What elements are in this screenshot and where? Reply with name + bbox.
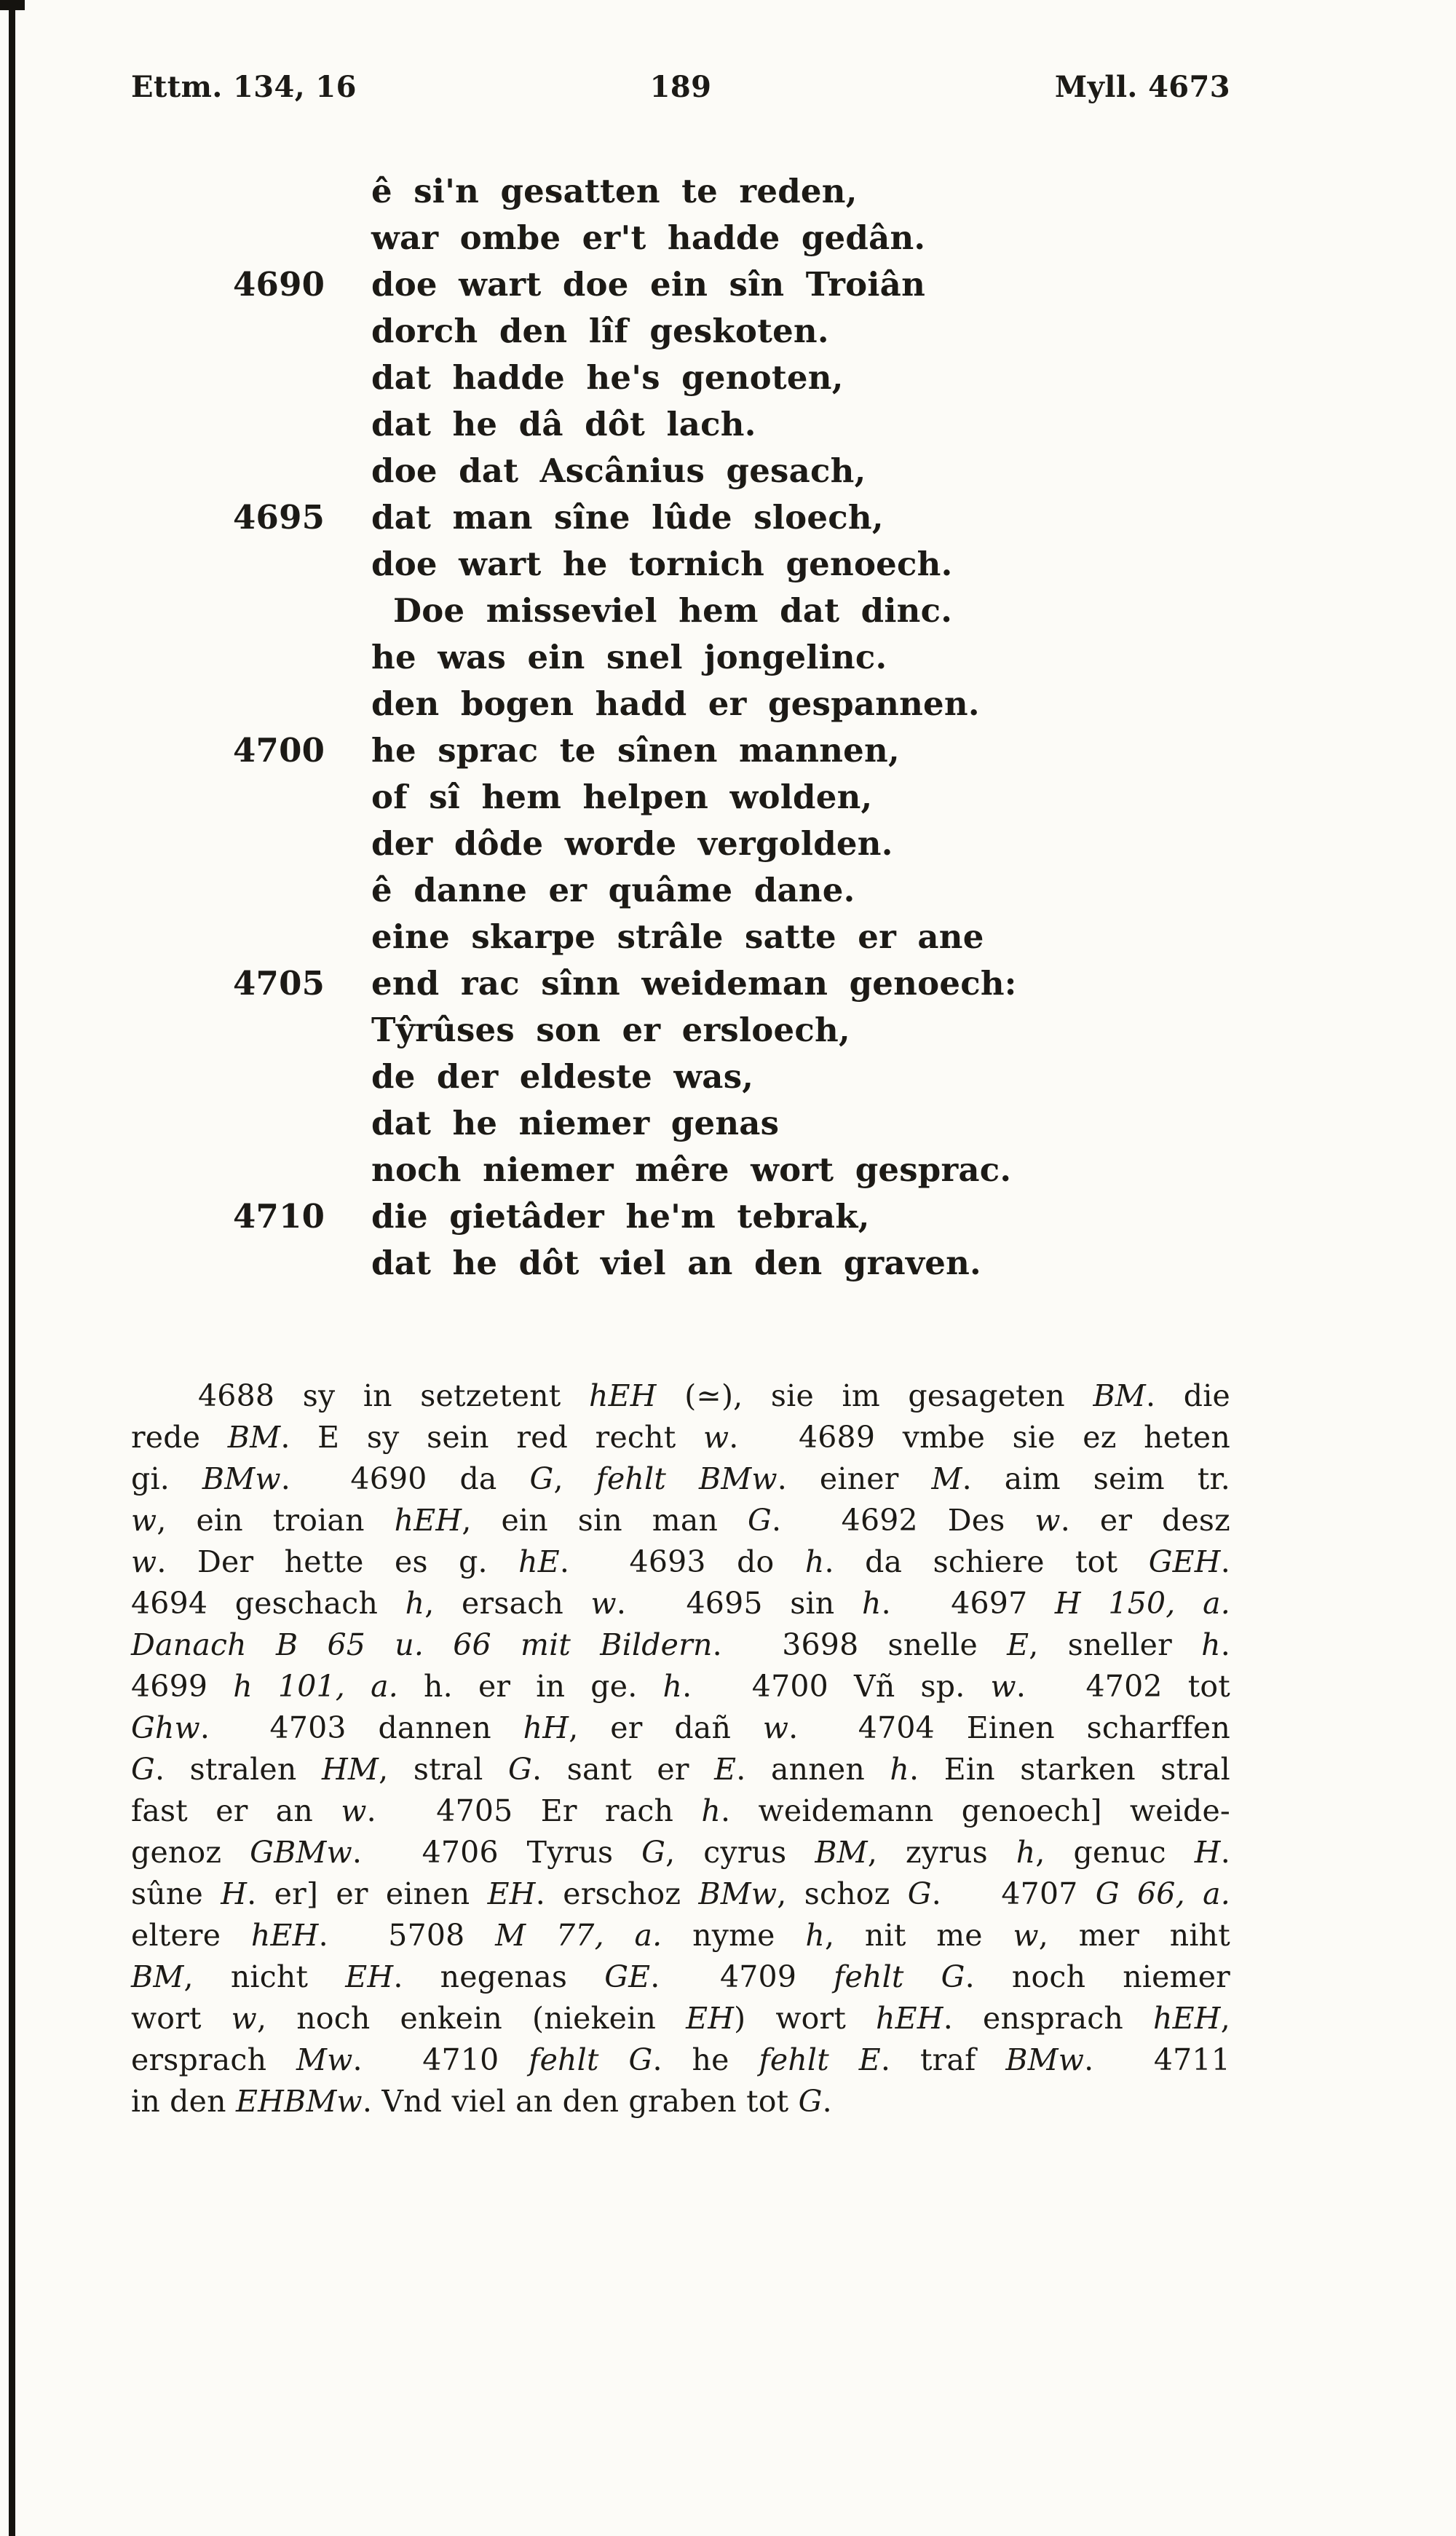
manuscript-siglum: h <box>701 1793 721 1828</box>
apparatus-line <box>131 1707 1230 1749</box>
manuscript-siglum: hE <box>518 1544 560 1579</box>
verse-text: doe dat Ascânius gesach, <box>371 451 866 490</box>
apparatus-line <box>131 1956 1230 1998</box>
apparatus-line <box>131 1583 1230 1624</box>
apparatus-text: . Ein starken stral <box>909 1752 1230 1787</box>
apparatus-text: . Vnd viel an den graben tot <box>362 2084 799 2119</box>
verse-line <box>131 867 1230 914</box>
verse-text: dat he niemer genas <box>371 1104 780 1142</box>
verse-line <box>131 727 1230 774</box>
apparatus-text: gi. <box>131 1461 202 1496</box>
manuscript-siglum: w <box>703 1420 729 1455</box>
manuscript-siglum: h <box>890 1752 910 1787</box>
manuscript-siglum: BM <box>1093 1378 1146 1413</box>
apparatus-text: . 4705 Er rach <box>366 1793 702 1828</box>
apparatus-text: . da schiere tot <box>824 1544 1149 1579</box>
apparatus-text: ) wort <box>734 2001 877 2036</box>
manuscript-siglum: Ghw <box>131 1710 200 1745</box>
apparatus-text: , <box>1220 2001 1230 2036</box>
verse-text: den bogen hadd er gespannen. <box>371 684 980 723</box>
apparatus-text: , cyrus <box>665 1835 815 1870</box>
manuscript-siglum: w <box>762 1710 789 1745</box>
manuscript-siglum: Mw <box>296 2042 353 2077</box>
manuscript-siglum: G <box>748 1503 772 1538</box>
verse-line-number <box>233 634 371 681</box>
apparatus-text: , noch enkein (niekein <box>256 2001 687 2036</box>
verse-line <box>131 215 1230 261</box>
apparatus-text: . er desz <box>1060 1503 1230 1538</box>
page-number: 189 <box>649 70 712 104</box>
verse-line-number <box>233 1240 371 1287</box>
verse-line <box>131 960 1230 1007</box>
manuscript-siglum: h <box>805 1918 825 1953</box>
verse-text: war ombe er't hadde gedân. <box>371 218 926 257</box>
manuscript-siglum: BM <box>227 1420 281 1455</box>
verse-block <box>131 168 1230 1287</box>
manuscript-siglum: G <box>131 1752 155 1787</box>
apparatus-text: . he <box>652 2042 759 2077</box>
verse-line-number <box>233 588 371 634</box>
manuscript-siglum: E <box>1007 1627 1029 1662</box>
manuscript-siglum: G <box>907 1876 932 1911</box>
verse-line-number <box>233 308 371 355</box>
verse-line-number <box>233 1007 371 1054</box>
header-citation-left: Ettm. 134, 16 <box>131 70 357 104</box>
apparatus-line <box>131 1873 1230 1915</box>
apparatus-text: . <box>1220 1627 1230 1662</box>
apparatus-text: rede <box>131 1420 228 1455</box>
apparatus-text: . 4703 dannen <box>199 1710 523 1745</box>
apparatus-text: . er] er einen <box>247 1876 488 1911</box>
apparatus-text: . <box>1220 1835 1230 1870</box>
manuscript-siglum: G <box>641 1835 666 1870</box>
manuscript-siglum: w <box>1034 1503 1061 1538</box>
verse-line <box>131 1147 1230 1193</box>
verse-line <box>131 168 1230 215</box>
apparatus-text: , sneller <box>1029 1627 1202 1662</box>
apparatus-text: , nit me <box>824 1918 1013 1953</box>
verse-line <box>131 1193 1230 1240</box>
apparatus-text: . 4702 tot <box>1016 1669 1230 1704</box>
apparatus-text: . 5708 <box>318 1918 496 1953</box>
verse-line-number <box>233 1147 371 1193</box>
apparatus-text: . traf <box>880 2042 1006 2077</box>
manuscript-siglum: HM <box>321 1752 379 1787</box>
apparatus-text: , nicht <box>183 1959 346 1994</box>
apparatus-text: . negenas <box>393 1959 605 1994</box>
manuscript-siglum: H <box>1194 1835 1221 1870</box>
apparatus-line <box>131 1915 1230 1956</box>
apparatus-text: 4694 geschach <box>131 1586 405 1621</box>
apparatus-line <box>131 1998 1230 2039</box>
apparatus-text: h. er in ge. <box>397 1669 663 1704</box>
apparatus-text: fast er an <box>131 1793 341 1828</box>
verse-line <box>131 914 1230 960</box>
manuscript-siglum: hEH <box>250 1918 319 1953</box>
verse-text: doe wart doe ein sîn Troiân <box>371 265 926 304</box>
apparatus-text: . die <box>1145 1378 1230 1413</box>
manuscript-siglum: w <box>131 1503 157 1538</box>
apparatus-line <box>131 1749 1230 1790</box>
verse-text: of sî hem helpen wolden, <box>371 778 873 816</box>
verse-line <box>131 1054 1230 1100</box>
apparatus-line <box>131 1666 1230 1707</box>
verse-line <box>131 821 1230 867</box>
apparatus-text: . 4707 <box>931 1876 1096 1911</box>
verse-line <box>131 588 1230 634</box>
apparatus-text: nyme <box>662 1918 806 1953</box>
manuscript-siglum: w <box>341 1793 367 1828</box>
manuscript-siglum: EH <box>487 1876 536 1911</box>
manuscript-siglum: fehlt G <box>834 1959 965 1994</box>
apparatus-text: , <box>553 1461 596 1496</box>
verse-text: he was ein snel jongelinc. <box>371 638 887 676</box>
verse-text: ê danne er quâme dane. <box>371 871 855 909</box>
apparatus-text: . 4690 da <box>280 1461 530 1496</box>
apparatus-text: . 4711 <box>1084 2042 1230 2077</box>
verse-line-number <box>233 168 371 215</box>
verse-line-number <box>233 215 371 261</box>
apparatus-text: . 4700 Vñ sp. <box>682 1669 991 1704</box>
verse-text: ê si'n gesatten te reden, <box>371 172 858 210</box>
manuscript-siglum: EH <box>686 2001 735 2036</box>
apparatus-text: . 4693 do <box>559 1544 805 1579</box>
apparatus-text: . noch niemer <box>965 1959 1230 1994</box>
verse-text: dat man sîne lûde sloech, <box>371 498 884 537</box>
verse-line-number <box>233 448 371 494</box>
verse-text: Tŷrûses son er ersloech, <box>371 1011 850 1049</box>
verse-line-number <box>233 821 371 867</box>
manuscript-siglum: w <box>990 1669 1016 1704</box>
apparatus-text: , stral <box>379 1752 509 1787</box>
verse-line <box>131 1100 1230 1147</box>
manuscript-siglum: BMw <box>698 1876 778 1911</box>
apparatus-text: , genuc <box>1035 1835 1195 1870</box>
manuscript-siglum: hH <box>523 1710 569 1745</box>
apparatus-line <box>131 1500 1230 1541</box>
manuscript-siglum: h <box>662 1669 683 1704</box>
verse-line <box>131 308 1230 355</box>
manuscript-siglum: GBMw <box>250 1835 352 1870</box>
apparatus-text: ersprach <box>131 2042 297 2077</box>
text-column <box>131 0 1230 2122</box>
verse-line <box>131 261 1230 308</box>
verse-text: dat hadde he's genoten, <box>371 358 844 397</box>
apparatus-line <box>131 1375 1230 1417</box>
apparatus-text: . <box>1220 1544 1231 1579</box>
apparatus-text: , er dañ <box>569 1710 763 1745</box>
verse-text: dat he dôt viel an den graven. <box>371 1244 981 1282</box>
manuscript-siglum: GEH <box>1148 1544 1221 1579</box>
manuscript-siglum: M <box>931 1461 962 1496</box>
apparatus-text: . weidemann genoech] weide- <box>721 1793 1230 1828</box>
apparatus-text: . 3698 snelle <box>712 1627 1008 1662</box>
scan-gutter-shadow <box>9 0 15 2536</box>
apparatus-text: . Der hette es g. <box>157 1544 519 1579</box>
verse-line <box>131 355 1230 401</box>
verse-line <box>131 401 1230 448</box>
manuscript-siglum: h <box>804 1544 825 1579</box>
verse-line <box>131 634 1230 681</box>
manuscript-siglum: EH <box>345 1959 394 1994</box>
apparatus-text: , schoz <box>777 1876 908 1911</box>
manuscript-siglum: w <box>231 2001 257 2036</box>
apparatus-block <box>131 1375 1230 2122</box>
apparatus-line <box>131 2039 1230 2081</box>
verse-text: eine skarpe strâle satte er ane <box>371 917 984 956</box>
apparatus-line <box>131 1458 1230 1500</box>
verse-line <box>131 1007 1230 1054</box>
manuscript-siglum: fehlt BMw <box>596 1461 778 1496</box>
manuscript-siglum: h 101, a. <box>233 1669 398 1704</box>
manuscript-siglum: BMw <box>1005 2042 1085 2077</box>
manuscript-siglum: hEH <box>588 1378 657 1413</box>
running-head <box>131 70 1230 104</box>
manuscript-siglum: h <box>1201 1627 1221 1662</box>
apparatus-text: . <box>822 2084 832 2119</box>
manuscript-siglum: M 77, a. <box>495 1918 662 1953</box>
verse-text: dorch den lîf geskoten. <box>371 312 829 350</box>
manuscript-siglum: h <box>405 1586 425 1621</box>
verse-text: he sprac te sînen mannen, <box>371 731 900 770</box>
verse-line-number: 4710 <box>233 1197 325 1236</box>
apparatus-text: sûne <box>131 1876 221 1911</box>
verse-line-number: 4690 <box>233 265 325 304</box>
apparatus-text: in den <box>131 2084 236 2119</box>
apparatus-text: . 4709 <box>650 1959 834 1994</box>
verse-text: de der eldeste was, <box>371 1057 754 1096</box>
apparatus-line <box>131 1417 1230 1458</box>
apparatus-text: eltere <box>131 1918 251 1953</box>
apparatus-text: wort <box>131 2001 232 2036</box>
apparatus-text: (≃), sie im gesageten <box>656 1378 1093 1413</box>
apparatus-text: genoz <box>131 1835 250 1870</box>
apparatus-line <box>131 1832 1230 1873</box>
verse-line-number <box>233 914 371 960</box>
apparatus-text: . sant er <box>531 1752 715 1787</box>
manuscript-siglum: w <box>1013 1918 1039 1953</box>
verse-line-number <box>233 867 371 914</box>
apparatus-text: , ein sin man <box>462 1503 748 1538</box>
verse-line-number <box>233 541 371 588</box>
apparatus-text: . 4710 <box>352 2042 529 2077</box>
apparatus-text: . aim seim tr. <box>962 1461 1230 1496</box>
manuscript-siglum: BMw <box>202 1461 281 1496</box>
verse-text: doe wart he tornich genoech. <box>371 545 953 583</box>
apparatus-text: . ensprach <box>943 2001 1154 2036</box>
manuscript-siglum: G <box>508 1752 532 1787</box>
apparatus-line <box>131 1624 1230 1666</box>
verse-line-number: 4705 <box>233 964 325 1003</box>
verse-line-number <box>233 355 371 401</box>
manuscript-siglum: G <box>798 2084 823 2119</box>
apparatus-text: 4699 <box>131 1669 234 1704</box>
apparatus-text: . 4692 Des <box>772 1503 1035 1538</box>
apparatus-line <box>131 1790 1230 1832</box>
manuscript-siglum: EHBMw <box>235 2084 363 2119</box>
manuscript-siglum: H 150, a. <box>1054 1586 1230 1621</box>
verse-line-number <box>233 1054 371 1100</box>
apparatus-text: . stralen <box>154 1752 322 1787</box>
verse-line <box>131 494 1230 541</box>
manuscript-siglum: hEH <box>1153 2001 1221 2036</box>
verse-text: der dôde worde vergolden. <box>371 824 893 863</box>
apparatus-text: , ein troian <box>157 1503 395 1538</box>
apparatus-text: 4688 sy in setzetent <box>198 1378 589 1413</box>
apparatus-text: . E sy sein red recht <box>280 1420 703 1455</box>
verse-text: Doe misseviel hem dat dinc. <box>393 591 953 630</box>
apparatus-text: , zyrus <box>867 1835 1016 1870</box>
apparatus-text: , ersach <box>424 1586 591 1621</box>
verse-line-number: 4700 <box>233 731 325 770</box>
verse-line <box>131 1240 1230 1287</box>
verse-line-number <box>233 1100 371 1147</box>
apparatus-text: . 4706 Tyrus <box>352 1835 642 1870</box>
verse-text: end rac sînn weideman genoech: <box>371 964 1017 1003</box>
manuscript-siglum: BM <box>815 1835 868 1870</box>
verse-line <box>131 541 1230 588</box>
manuscript-siglum: GE <box>604 1959 651 1994</box>
manuscript-siglum: H <box>221 1876 248 1911</box>
verse-line-number: 4695 <box>233 498 325 537</box>
apparatus-line <box>131 2081 1230 2122</box>
verse-line-number <box>233 774 371 821</box>
manuscript-siglum: fehlt G <box>529 2042 653 2077</box>
manuscript-siglum: h <box>861 1586 882 1621</box>
apparatus-text: . 4704 Einen scharffen <box>788 1710 1231 1745</box>
verse-line <box>131 448 1230 494</box>
manuscript-siglum: G <box>529 1461 554 1496</box>
verse-line <box>131 681 1230 727</box>
manuscript-siglum: fehlt E <box>759 2042 881 2077</box>
verse-line-number <box>233 401 371 448</box>
manuscript-siglum: Danach B 65 u. 66 mit Bildern <box>131 1627 713 1662</box>
verse-line-number <box>233 681 371 727</box>
verse-line <box>131 774 1230 821</box>
verse-text: noch niemer mêre wort gesprac. <box>371 1150 1012 1189</box>
manuscript-siglum: w <box>131 1544 157 1579</box>
apparatus-text: . einer <box>777 1461 932 1496</box>
apparatus-text: . 4689 vmbe sie ez heten <box>729 1420 1230 1455</box>
manuscript-siglum: G 66, a. <box>1095 1876 1230 1911</box>
apparatus-text: , mer niht <box>1038 1918 1230 1953</box>
apparatus-line <box>131 1541 1230 1583</box>
header-citation-right: Myll. 4673 <box>1054 70 1230 104</box>
verse-text: die gietâder he'm tebrak, <box>371 1197 870 1236</box>
manuscript-siglum: BM <box>131 1959 184 1994</box>
verse-text: dat he dâ dôt lach. <box>371 405 756 443</box>
manuscript-siglum: hEH <box>394 1503 462 1538</box>
apparatus-text: . annen <box>736 1752 890 1787</box>
manuscript-siglum: E <box>714 1752 737 1787</box>
apparatus-text: . 4697 <box>881 1586 1055 1621</box>
manuscript-siglum: h <box>1016 1835 1036 1870</box>
apparatus-text: . 4695 sin <box>616 1586 862 1621</box>
manuscript-siglum: hEH <box>876 2001 943 2036</box>
apparatus-text: . erschoz <box>535 1876 699 1911</box>
manuscript-siglum: w <box>590 1586 617 1621</box>
